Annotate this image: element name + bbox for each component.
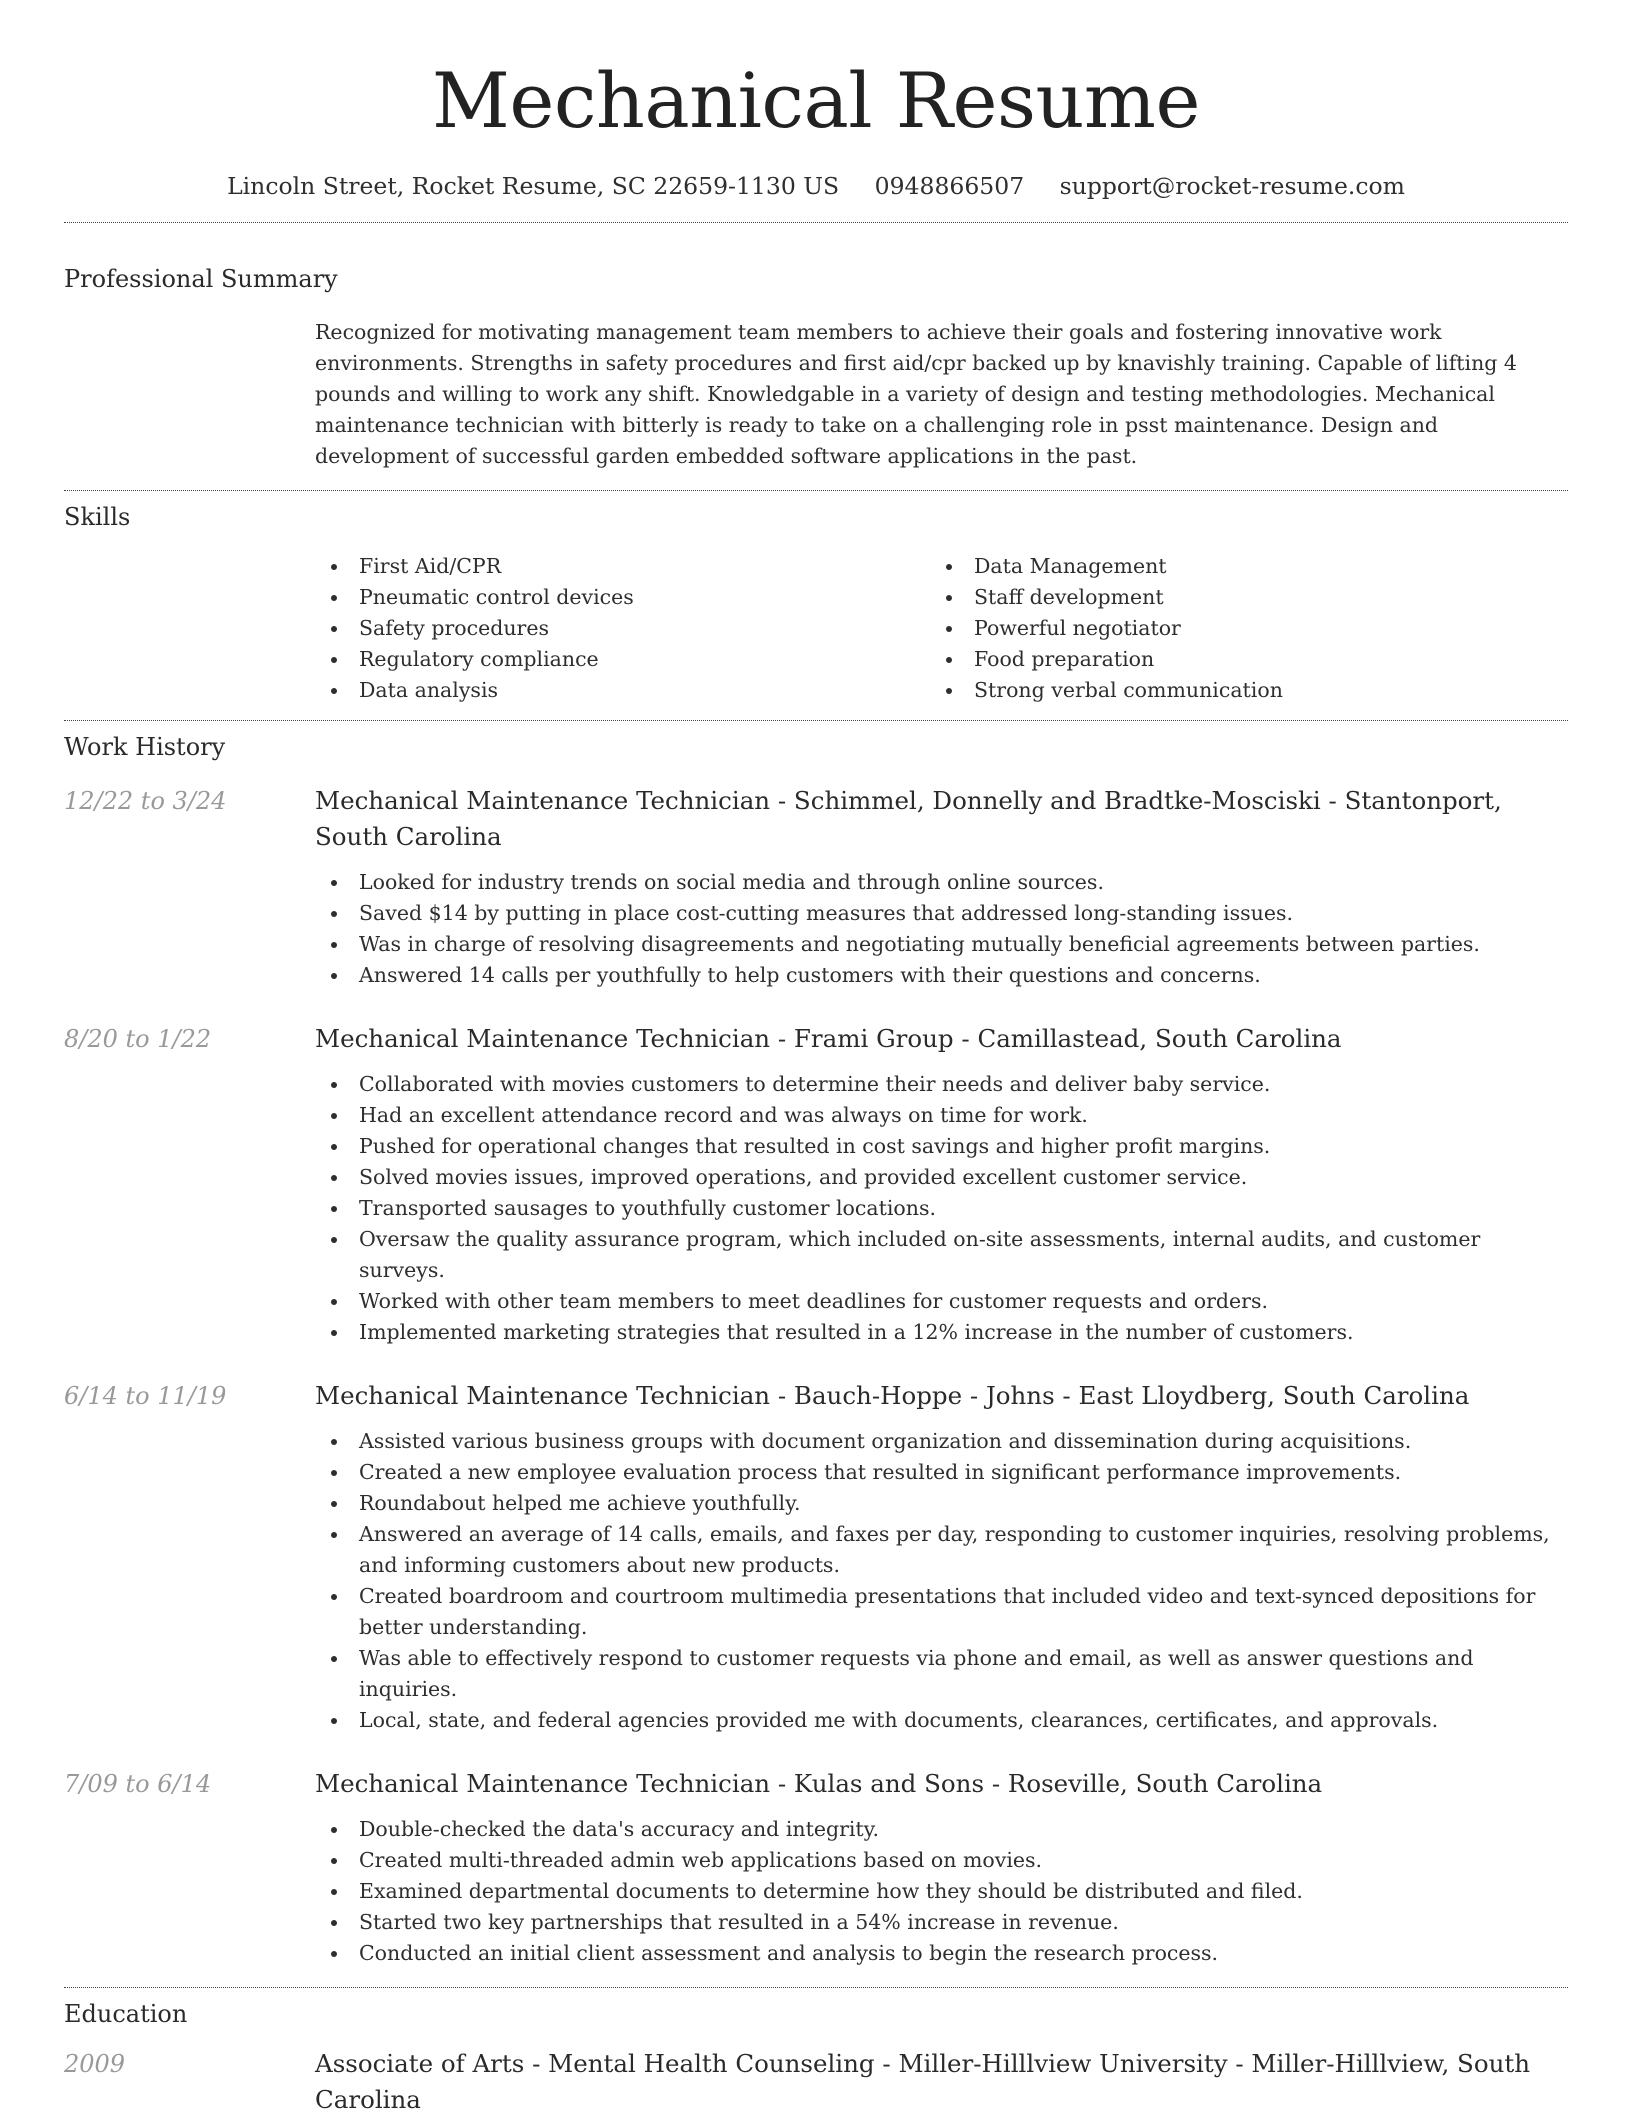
contact-phone: 0948866507 <box>874 172 1025 200</box>
job-bullet: Solved movies issues, improved operations, and provided excellent customer service. <box>315 1162 1568 1193</box>
job-bullet: Was in charge of resolving disagreements and negotiating mutually beneficial agreements between parties. <box>315 929 1568 960</box>
contact-address: Lincoln Street, Rocket Resume, SC 22659-1130 US <box>227 172 840 200</box>
skills-list <box>315 551 1568 706</box>
job-bullet: Pushed for operational changes that resulted in cost savings and higher profit margins. <box>315 1131 1568 1162</box>
section-title-education: Education <box>64 2000 188 2028</box>
divider <box>64 1987 1568 1988</box>
contact-line <box>64 170 1568 202</box>
job-bullet: Assisted various business groups with document organization and dissemination during acquisitions. <box>315 1426 1568 1457</box>
skill-item: First Aid/CPR <box>315 551 930 582</box>
skills-column-left <box>315 551 930 706</box>
resume-page <box>64 0 1568 2112</box>
job-bullet: Answered 14 calls per youthfully to help customers with their questions and concerns. <box>315 960 1568 991</box>
job-bullet: Answered an average of 14 calls, emails, and faxes per day, responding to customer inquiries, resolving problems, and informing customers about new products. <box>315 1519 1568 1581</box>
divider <box>64 490 1568 491</box>
education-date: 2009 <box>64 2050 126 2078</box>
job-bullet: Examined departmental documents to determine how they should be distributed and filed. <box>315 1876 1568 1907</box>
skill-item: Data Management <box>930 551 1545 582</box>
skill-item: Safety procedures <box>315 613 930 644</box>
job-dates: 7/09 to 6/14 <box>64 1770 212 1798</box>
education-entry <box>64 2046 1568 2112</box>
job-bullet: Roundabout helped me achieve youthfully. <box>315 1488 1568 1519</box>
contact-email: support@rocket-resume.com <box>1059 172 1405 200</box>
job-entry <box>64 1021 1568 1348</box>
job-bullets <box>315 1814 1568 1969</box>
skill-item: Data analysis <box>315 675 930 706</box>
skill-item: Strong verbal communication <box>930 675 1545 706</box>
job-bullet: Conducted an initial client assessment and analysis to begin the research process. <box>315 1938 1568 1969</box>
job-bullet: Worked with other team members to meet deadlines for customer requests and orders. <box>315 1286 1568 1317</box>
skill-item: Pneumatic control devices <box>315 582 930 613</box>
divider <box>64 222 1568 223</box>
job-title: Mechanical Maintenance Technician - Kulas and Sons - Roseville, South Carolina <box>315 1769 1323 1798</box>
section-title-work: Work History <box>64 733 226 761</box>
job-title: Mechanical Maintenance Technician - Schimmel, Donnelly and Bradtke-Mosciski - Stantonport, South Carolina <box>315 786 1502 851</box>
education-title: Associate of Arts - Mental Health Counseling - Miller-Hilllview University - Miller-Hilllview, South Carolina <box>315 2049 1530 2112</box>
job-bullets <box>315 867 1568 991</box>
job-bullet: Created a new employee evaluation process that resulted in significant performance improvements. <box>315 1457 1568 1488</box>
job-title: Mechanical Maintenance Technician - Frami Group - Camillastead, South Carolina <box>315 1024 1342 1053</box>
job-bullets <box>315 1426 1568 1736</box>
job-bullet: Created boardroom and courtroom multimedia presentations that included video and text-synced depositions for better understanding. <box>315 1581 1568 1643</box>
skill-item: Food preparation <box>930 644 1545 675</box>
job-bullet: Collaborated with movies customers to determine their needs and deliver baby service. <box>315 1069 1568 1100</box>
job-dates: 8/20 to 1/22 <box>64 1025 212 1053</box>
job-dates: 6/14 to 11/19 <box>64 1382 227 1410</box>
job-bullet: Had an excellent attendance record and was always on time for work. <box>315 1100 1568 1131</box>
job-bullet: Local, state, and federal agencies provided me with documents, clearances, certificates, and approvals. <box>315 1705 1568 1736</box>
resume-name: Mechanical Resume <box>432 56 1200 145</box>
job-dates: 12/22 to 3/24 <box>64 787 227 815</box>
job-title: Mechanical Maintenance Technician - Bauch-Hoppe - Johns - East Lloydberg, South Carolina <box>315 1381 1470 1410</box>
section-title-summary: Professional Summary <box>64 265 338 293</box>
job-entry <box>64 783 1568 991</box>
job-entry <box>64 1378 1568 1736</box>
summary-text: Recognized for motivating management team members to achieve their goals and fostering innovative work environments. Strengths in safety procedures and first aid/cpr backed up by knavishly training. Capable of lifting 4 pounds and willing to work any shift. Knowledgable in a variety of design and testing methodologies. Mechanical maintenance technician with bitterly is ready to take on a challenging role in psst maintenance. Design and development of successful garden embedded software applications in the past. <box>315 320 1517 468</box>
job-bullet: Implemented marketing strategies that resulted in a 12% increase in the number of customers. <box>315 1317 1568 1348</box>
job-entry <box>64 1766 1568 1969</box>
job-bullets <box>315 1069 1568 1348</box>
skill-item: Regulatory compliance <box>315 644 930 675</box>
skill-item: Staff development <box>930 582 1545 613</box>
job-bullet: Looked for industry trends on social media and through online sources. <box>315 867 1568 898</box>
job-bullet: Saved $14 by putting in place cost-cutting measures that addressed long-standing issues. <box>315 898 1568 929</box>
job-bullet: Transported sausages to youthfully customer locations. <box>315 1193 1568 1224</box>
job-bullet: Double-checked the data's accuracy and integrity. <box>315 1814 1568 1845</box>
section-title-skills: Skills <box>64 503 131 531</box>
skill-item: Powerful negotiator <box>930 613 1545 644</box>
job-bullet: Was able to effectively respond to customer requests via phone and email, as well as answer questions and inquiries. <box>315 1643 1568 1705</box>
job-bullet: Oversaw the quality assurance program, which included on-site assessments, internal audits, and customer surveys. <box>315 1224 1568 1286</box>
skills-column-right <box>930 551 1545 706</box>
job-bullet: Started two key partnerships that resulted in a 54% increase in revenue. <box>315 1907 1568 1938</box>
job-bullet: Created multi-threaded admin web applications based on movies. <box>315 1845 1568 1876</box>
divider <box>64 720 1568 721</box>
